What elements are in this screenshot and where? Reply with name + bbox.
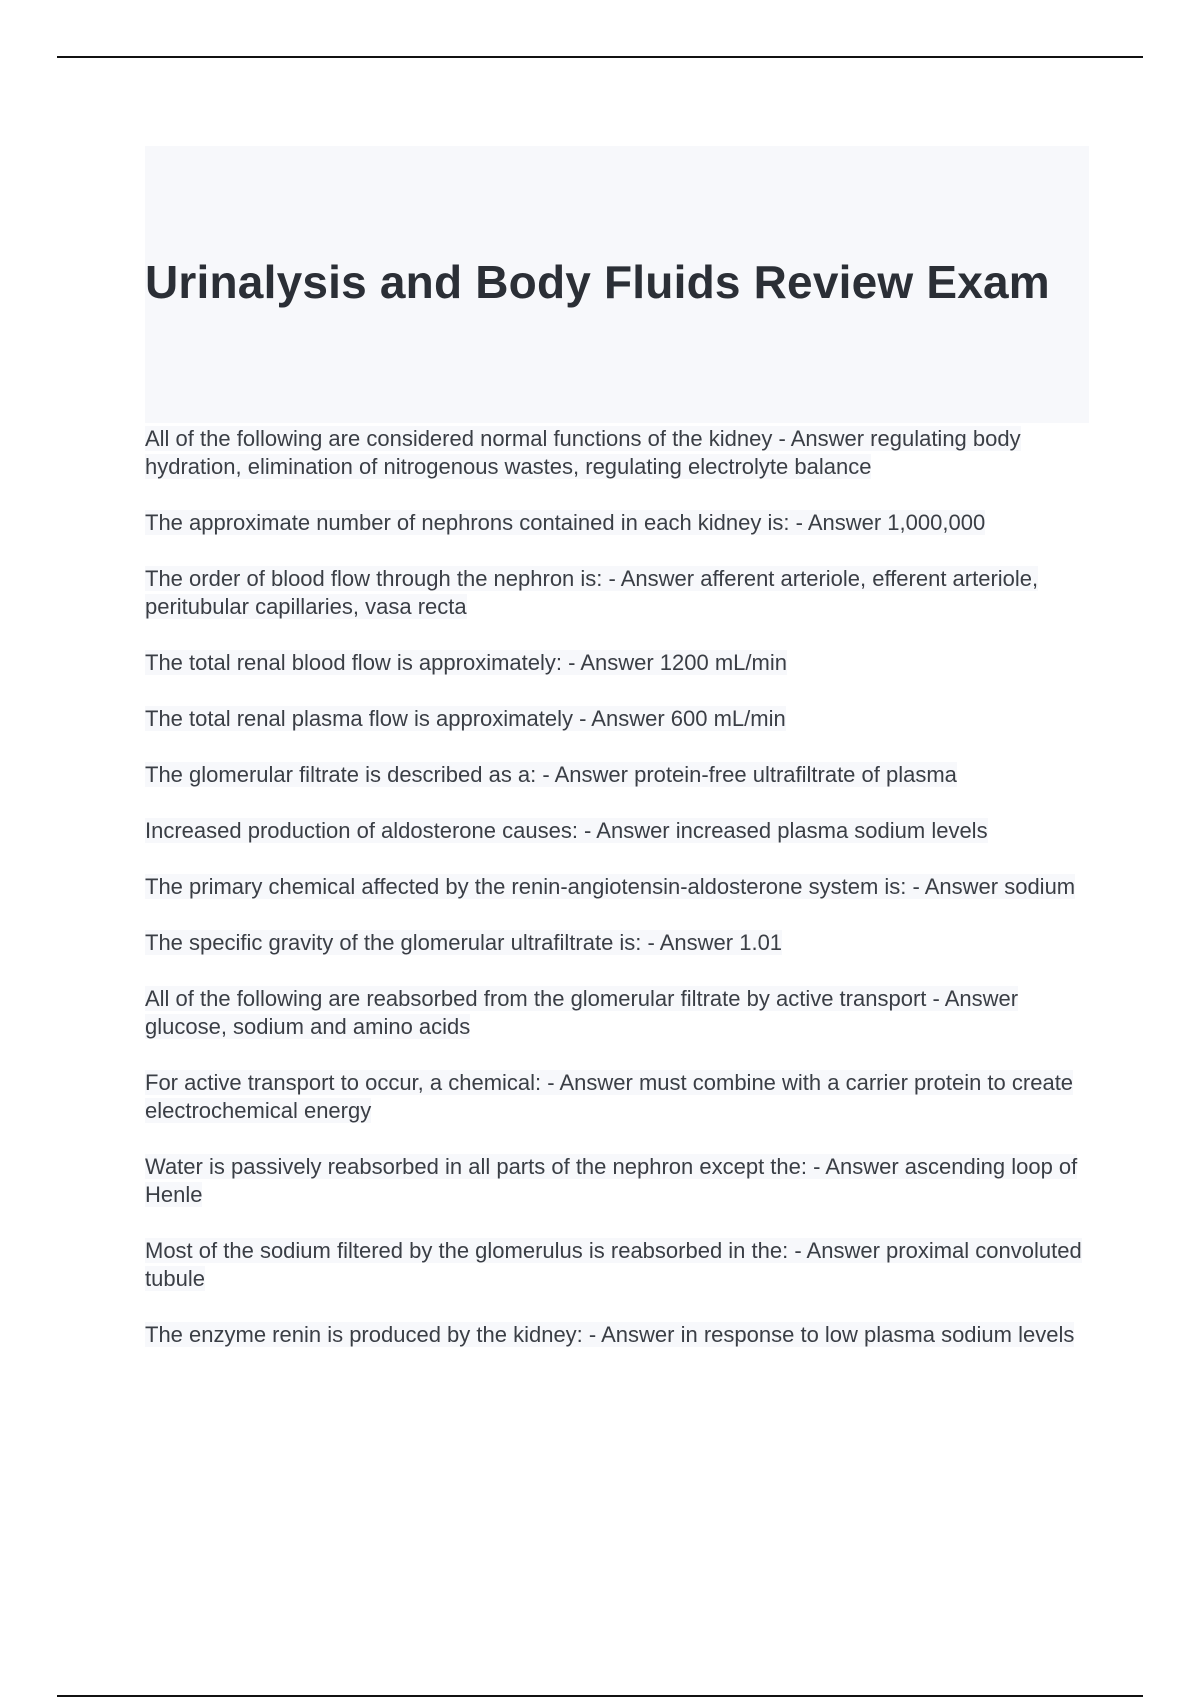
qa-text: The total renal plasma flow is approximately - Answer 600 mL/min [145,706,786,731]
qa-item [145,1321,1089,1349]
qa-text: The total renal blood flow is approximately: - Answer 1200 mL/min [145,650,787,675]
qa-item [145,649,1089,677]
qa-text: Water is passively reabsorbed in all parts of the nephron except the: - Answer ascending loop of Henle [145,1154,1078,1207]
document-title: Urinalysis and Body Fluids Review Exam [145,256,1050,308]
qa-item [145,1153,1089,1209]
qa-item [145,929,1089,957]
qa-text: The enzyme renin is produced by the kidney: - Answer in response to low plasma sodium levels [145,1322,1075,1347]
qa-item [145,1237,1089,1293]
qa-item [145,1069,1089,1125]
qa-text: The specific gravity of the glomerular ultrafiltrate is: - Answer 1.01 [145,930,783,955]
title-block [145,146,1089,423]
qa-item [145,509,1089,537]
qa-text: All of the following are considered normal functions of the kidney - Answer regulating body hydration, elimination of nitrogenous wastes, regulating electrolyte balance [145,426,1021,479]
qa-text: Most of the sodium filtered by the glomerulus is reabsorbed in the: - Answer proximal convoluted tubule [145,1238,1082,1291]
qa-text: The order of blood flow through the nephron is: - Answer afferent arteriole, efferent arteriole, peritubular capillaries, vasa recta [145,566,1039,619]
qa-text: For active transport to occur, a chemical: - Answer must combine with a carrier protein to create electrochemical energy [145,1070,1074,1123]
qa-item [145,985,1089,1041]
qa-text: The primary chemical affected by the renin-angiotensin-aldosterone system is: - Answer sodium [145,874,1076,899]
header-rule [57,56,1143,58]
qa-text: Increased production of aldosterone causes: - Answer increased plasma sodium levels [145,818,988,843]
qa-text: All of the following are reabsorbed from the glomerular filtrate by active transport - Answer glucose, sodium and amino acids [145,986,1019,1039]
qa-item [145,817,1089,845]
footer-rule [57,1695,1143,1697]
qa-item [145,565,1089,621]
qa-item [145,873,1089,901]
question-answer-list [145,425,1089,1377]
qa-item [145,425,1089,481]
qa-item [145,761,1089,789]
qa-text: The approximate number of nephrons contained in each kidney is: - Answer 1,000,000 [145,510,986,535]
qa-text: The glomerular filtrate is described as a: - Answer protein-free ultrafiltrate of plasma [145,762,957,787]
qa-item [145,705,1089,733]
